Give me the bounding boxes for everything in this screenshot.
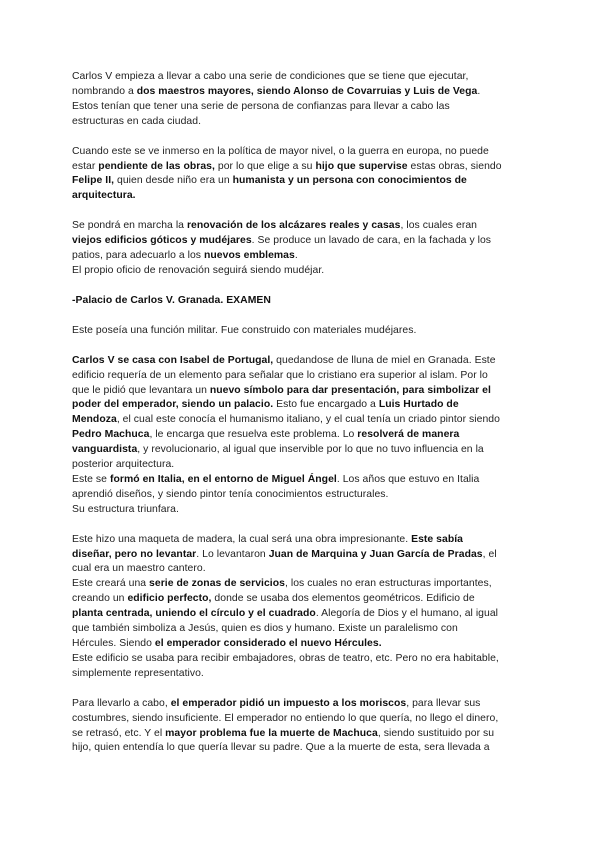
text-run: creando un <box>72 593 128 605</box>
text-run: , siendo sustituido por su <box>377 727 495 739</box>
text-run: estas obras, siendo <box>407 160 502 172</box>
text-run: Cuando este se ve inmerso en la política de mayor nivel, o la guerra en europa, no puede <box>72 145 489 157</box>
text-run: Carlos V empieza a llevar a cabo una serie de condiciones que se tiene que ejecutar, <box>72 71 469 82</box>
text-run: , los cuales eran <box>400 220 477 232</box>
bold-text: poder del emperador, siendo un palacio. <box>72 399 274 411</box>
document-body <box>72 70 524 771</box>
bold-text: renovación de los alcázares reales y casas <box>186 220 401 232</box>
text-run: , le encarga que resuelva este problema. Lo <box>149 429 358 441</box>
paragraph <box>72 70 524 130</box>
bold-text: planta centrada, uniendo el círculo y el cuadrado <box>72 608 316 620</box>
text-run: . Lo levantaron <box>196 548 269 560</box>
bold-text: -Palacio de Carlos V. Granada. EXAMEN <box>72 294 271 306</box>
text-run: que también simboliza a Jesús, quien es dios y humano. Existe un paralelismo con <box>72 623 458 635</box>
text-run: , el cual este conocía el humanismo italiano, y el cual tenía un criado pintor siendo <box>116 414 500 426</box>
text-run: costumbres, siendo insuficiente. El emperador no entiendo lo que quería, no llego el dinero, <box>72 712 499 724</box>
bold-text: el emperador pidió un impuesto a los moriscos <box>170 697 407 709</box>
bold-text: el emperador considerado el nuevo Hércules. <box>154 638 382 649</box>
bold-text: Pedro Machuca <box>72 429 150 441</box>
text-run: quedandose de lluna de miel en Granada. Este <box>273 354 496 366</box>
paragraph <box>72 354 524 518</box>
text-run: posterior arquitectura. <box>72 459 175 471</box>
bold-text: hijo que supervise <box>315 160 408 172</box>
bold-text: nuevos emblemas <box>204 250 295 262</box>
section-heading <box>72 294 524 309</box>
text-run: . <box>294 250 298 262</box>
text-run: donde se usaba dos elementos geométricos. Edificio de <box>211 593 475 605</box>
bold-text: mayor problema fue la muerte de Machuca <box>165 727 378 739</box>
bold-text: diseñar, pero no levantar <box>72 548 197 560</box>
text-run: Para llevarlo a cabo, <box>72 697 171 709</box>
text-run: . Los años que estuvo en Italia <box>336 473 480 485</box>
bold-text: Luis Hurtado de <box>378 399 459 411</box>
bold-text: nuevo símbolo para dar presentación, para simbolizar el <box>209 384 491 396</box>
bold-text: vanguardista <box>72 444 138 456</box>
text-run: por lo que elige a su <box>214 160 316 172</box>
bold-text: arquitectura. <box>72 190 136 202</box>
bold-text: Juan de Marquina y Juan García de Pradas <box>268 548 483 560</box>
text-run: estar <box>72 160 99 172</box>
paragraph <box>72 219 524 279</box>
bold-text: Felipe II, <box>72 175 115 187</box>
bold-text: Mendoza <box>72 414 117 426</box>
text-run: Este edificio se usaba para recibir embajadores, obras de teatro, etc. Pero no era habitable, <box>72 652 499 664</box>
text-run: edificio requería de un elemento para señalar que lo cristiano era superior al islam. Por lo <box>72 369 488 381</box>
paragraph <box>72 324 524 339</box>
text-run: se retrasó, etc. Y el <box>72 727 166 739</box>
bold-text: Este sabía <box>411 533 463 545</box>
text-run: . Se produce un lavado de cara, en la fachada y los <box>251 235 492 247</box>
bold-text: serie de zonas de servicios <box>149 578 285 590</box>
text-run: aprendió diseños, y siendo pintor tenía conocimientos estructurales. <box>72 488 389 500</box>
text-run: Este se <box>72 473 110 485</box>
text-run: que le pidió que levantara un <box>72 384 210 396</box>
paragraph <box>72 533 524 682</box>
text-run: Su estructura triunfara. <box>72 503 179 515</box>
text-run: Este poseía una función militar. Fue construido con materiales mudéjares. <box>72 324 417 336</box>
text-run: Hércules. Siendo <box>72 638 155 649</box>
text-run: , el <box>482 548 497 560</box>
bold-text: Carlos V se casa con Isabel de Portugal, <box>72 354 274 366</box>
text-run: patios, para adecuarlo a los <box>72 250 204 262</box>
text-run: nombrando a <box>72 85 137 97</box>
text-run: . <box>477 85 481 97</box>
text-run: El propio oficio de renovación seguirá siendo mudéjar. <box>72 264 325 276</box>
bold-text: formó en Italia, en el entorno de Miguel Ángel <box>109 473 337 485</box>
text-run: Esto fue encargado a <box>273 399 379 411</box>
text-run: . Alegoría de Dios y el humano, al igual <box>315 608 499 620</box>
text-run: estructuras en cada ciudad. <box>72 115 202 127</box>
text-run: Estos tenían que tener una serie de persona de confianzas para llevar a cabo las <box>72 100 450 112</box>
bold-text: humanista y un persona con conocimientos de <box>232 175 467 187</box>
paragraph <box>72 697 524 757</box>
bold-text: pendiente de las obras, <box>98 160 215 172</box>
text-run: Se pondrá en marcha la <box>72 220 187 232</box>
text-run: , y revolucionario, al igual que inservible por lo que no tuvo influencia en la <box>137 444 484 456</box>
bold-text: edificio perfecto, <box>127 593 212 605</box>
text-run: Este hizo una maqueta de madera, la cual será una obra impresionante. <box>72 533 412 545</box>
text-run: simplemente representativo. <box>72 667 204 679</box>
text-run: hijo, quien entendía lo que quería llevar su padre. Que a la muerte de esta, sera llevada a <box>72 742 490 754</box>
bold-text: viejos edificios góticos y mudéjares <box>72 235 252 247</box>
text-run: , los cuales no eran estructuras importantes, <box>284 578 492 590</box>
text-run: quien desde niño era un <box>114 175 233 187</box>
paragraph <box>72 145 524 205</box>
bold-text: resolverá de manera <box>357 429 460 441</box>
text-run: Este creará una <box>72 578 150 590</box>
text-run: cual era un maestro cantero. <box>72 563 206 575</box>
bold-text: dos maestros mayores, siendo Alonso de Covarruias y Luis de Vega <box>136 85 478 97</box>
text-run: , para llevar sus <box>406 697 481 709</box>
